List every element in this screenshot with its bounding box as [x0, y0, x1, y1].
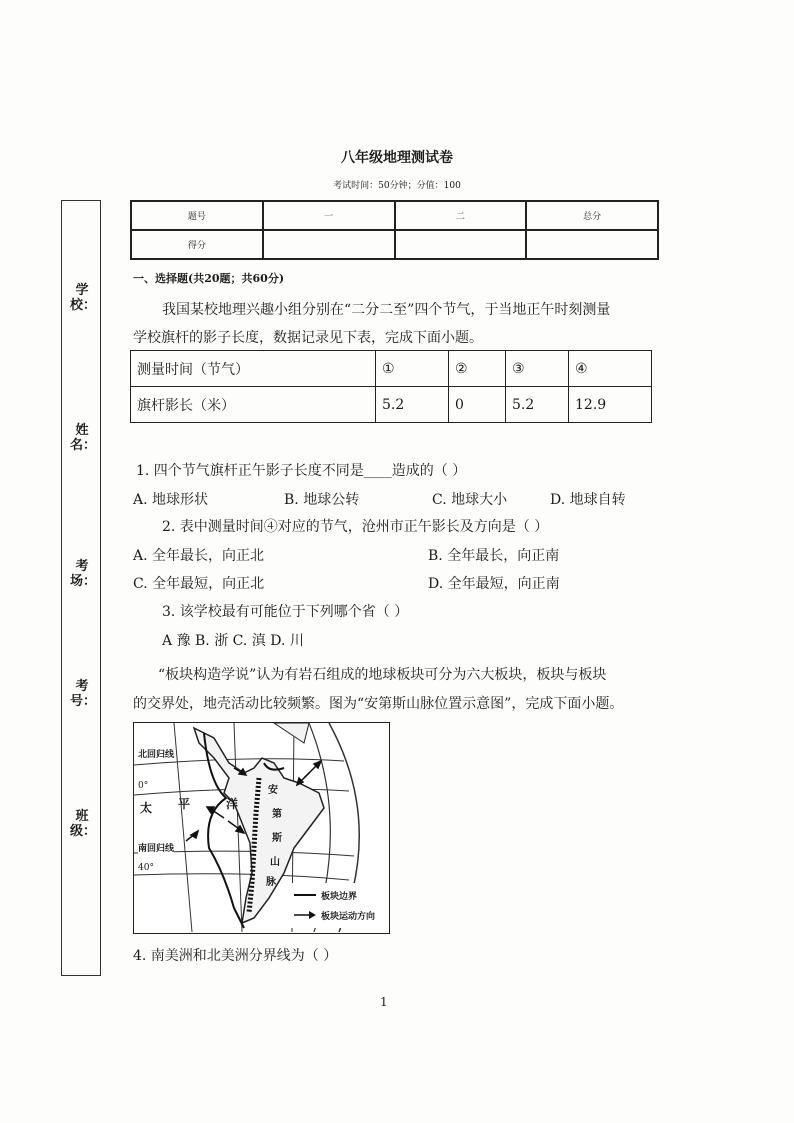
page-title: 八年级地理测试卷	[341, 150, 453, 166]
mountain-label: 脉	[266, 877, 276, 888]
intro-text: “板块构造学说”认为有岩石组成的地球板块可分为六大板块，板块与板块	[158, 667, 607, 683]
name-label: 姓名：	[70, 423, 97, 453]
question-stem: 2. 表中测量时间④对应的节气，沧州市正午影长及方向是（ ）	[162, 519, 549, 535]
table-header-cell: ②	[449, 351, 506, 387]
andes-map	[133, 722, 390, 934]
option: B. 全年最长，向正南	[428, 548, 560, 564]
option: D. 地球自转	[550, 492, 626, 508]
number-label: 考号：	[70, 679, 97, 709]
page-number: 1	[380, 995, 388, 1009]
mountain-label: 第	[272, 809, 282, 820]
table-header-cell: 测量时间（节气）	[131, 351, 376, 387]
exam-info: 考试时间：50分钟；分值：100	[333, 181, 461, 191]
option: A. 地球形状	[133, 492, 209, 508]
table-cell: 5.2	[506, 387, 569, 423]
score-header: 一	[263, 201, 395, 230]
question-stem: 4. 南美洲和北美洲分界线为（ ）	[133, 948, 338, 964]
legend-boundary-label: 板块边界	[321, 892, 358, 902]
class-label: 班级：	[70, 809, 97, 839]
lat40-label: 40°	[138, 863, 154, 873]
table-header-cell: ④	[569, 351, 652, 387]
option: B. 地球公转	[284, 492, 360, 508]
meridian-line	[174, 723, 192, 932]
option: D. 全年最短，向正南	[428, 576, 560, 592]
intro-text: 我国某校地理兴趣小组分别在“二分二至”四个节气，于当地正午时刻测量	[162, 302, 611, 318]
option: A. 全年最长，向正北	[133, 548, 265, 564]
question-stem: 1. 四个节气旗杆正午影子长度不同是____造成的（ ）	[136, 463, 467, 479]
table-cell: 12.9	[569, 387, 652, 423]
table-cell: 旗杆影长（米）	[131, 387, 376, 423]
south-tropic-label: 南回归线	[138, 841, 174, 854]
question-stem: 3. 该学校最有可能位于下列哪个省（ ）	[162, 604, 409, 620]
intro-text: 学校旗杆的影子长度，数据记录见下表，完成下面小题。	[133, 330, 483, 346]
score-header: 总分	[526, 201, 658, 230]
ocean-label: 洋	[226, 797, 239, 811]
measurement-table	[130, 350, 652, 423]
table-header-cell: ③	[506, 351, 569, 387]
score-header: 二	[395, 201, 527, 230]
score-row-label: 得分	[131, 230, 263, 259]
option: A 豫 B. 浙 C. 滇 D. 川	[162, 633, 304, 649]
score-table	[130, 200, 659, 260]
score-cell	[526, 230, 658, 259]
north-tropic-label: 北回归线	[138, 747, 174, 760]
mountain-label: 山	[270, 857, 280, 868]
score-cell	[263, 230, 395, 259]
option: C. 全年最短，向正北	[133, 576, 265, 592]
mountain-label: 斯	[272, 833, 282, 844]
lat40-line	[134, 874, 349, 880]
table-cell: 5.2	[376, 387, 449, 423]
school-label: 学校：	[70, 283, 97, 313]
section-heading: 一、选择题(共20题；共60分)	[133, 272, 285, 285]
equator-label: 0°	[138, 781, 149, 791]
score-header: 题号	[131, 201, 263, 230]
intro-text: 的交界处，地壳活动比较频繁。图为“安第斯山脉位置示意图”，完成下面小题。	[133, 696, 624, 712]
legend-motion-label: 板块运动方向	[321, 912, 376, 922]
student-info-sidebar	[61, 200, 101, 976]
ocean-label: 太	[140, 801, 153, 815]
landmass-outline	[274, 723, 309, 743]
score-cell	[395, 230, 527, 259]
ocean-label: 平	[178, 797, 191, 811]
table-header-cell: ①	[376, 351, 449, 387]
room-label: 考场：	[70, 559, 97, 589]
table-cell: 0	[449, 387, 506, 423]
mountain-label: 安	[268, 785, 278, 796]
option: C. 地球大小	[432, 492, 508, 508]
